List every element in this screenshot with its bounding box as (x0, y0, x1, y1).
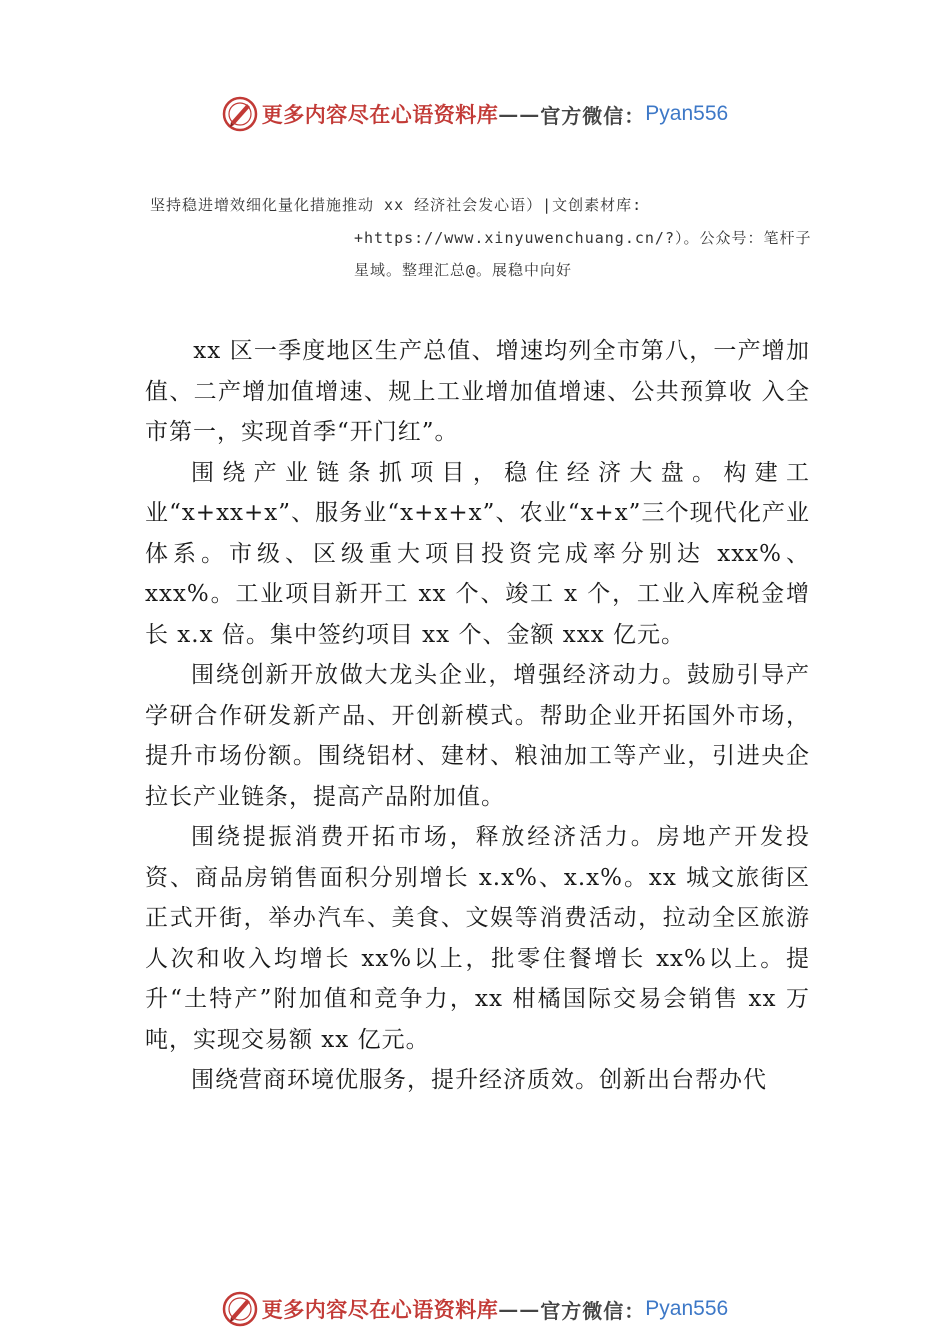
xinyu-logo-icon (222, 1291, 258, 1327)
document-body (145, 331, 810, 1101)
paragraph-3: 围绕创新开放做大龙头企业，增强经济动力。鼓励引导产学研合作研发新产品、开创新模式。帮助企业开拓国外市场，提升市场份额。围绕铝材、建材、粮油加工等产业，引进央企拉长产业链条，提高产品附加值。 (145, 662, 810, 810)
header-line-3: 星域。整理汇总@。展稳中向好 (354, 261, 573, 279)
paragraph-5: 围绕营商环境优服务，提升经济质效。创新出台帮办代 (191, 1067, 767, 1093)
header-line-2: +https://www.xinyuwenchuang.cn/?）。公众号：笔杆子 (354, 229, 812, 247)
banner-library-text: 更多内容尽在心语资料库 (261, 102, 499, 127)
banner-wechat-id: Pyan556 (645, 102, 729, 125)
bottom-banner (0, 1289, 950, 1329)
banner-wechat-id: Pyan556 (645, 1297, 729, 1320)
paragraph-4: 围绕提振消费开拓市场，释放经济活力。房地产开发投资、商品房销售面积分别增长 x.x%、x.x%。xx 城文旅街区正式开街，举办汽车、美食、文娱等消费活动，拉动全区旅游人次和收入均增长 xx%以上，批零住餐增长 xx%以上。提升“土特产”附加值和竞争力，xx 柑橘国际交易会销售 xx 万吨，实现交易额 xx 亿元。 (145, 824, 810, 1053)
banner-wechat-label: 官方微信： (540, 103, 646, 128)
banner-dash: —— (498, 1297, 541, 1321)
paragraph-2: 围绕产业链条抓项目，稳住经济大盘。构建工业“x+xx+x”、服务业“x+x+x”、农业“x+x”三个现代化产业体系。市级、区级重大项目投资完成率分别达 xxx%、xxx%。工业项目新开工 xx 个、竣工 x 个，工业入库税金增长 x.x 倍。集中签约项目 xx 个、金额 xxx 亿元。 (145, 459, 810, 648)
banner-library-text: 更多内容尽在心语资料库 (261, 1297, 499, 1322)
xinyu-logo-icon (222, 96, 258, 132)
top-banner (0, 94, 950, 134)
banner-wechat-label: 官方微信： (540, 1298, 646, 1323)
header-line-1: 坚持稳进增效细化量化措施推动 xx 经济社会发心语）|文创素材库: (150, 196, 643, 214)
banner-dash: —— (498, 102, 541, 126)
paragraph-1: xx 区一季度地区生产总值、增速均列全市第八，一产增加值、二产增加值增速、规上工业增加值增速、公共预算收 入全市第一，实现首季“开门红”。 (145, 338, 810, 445)
